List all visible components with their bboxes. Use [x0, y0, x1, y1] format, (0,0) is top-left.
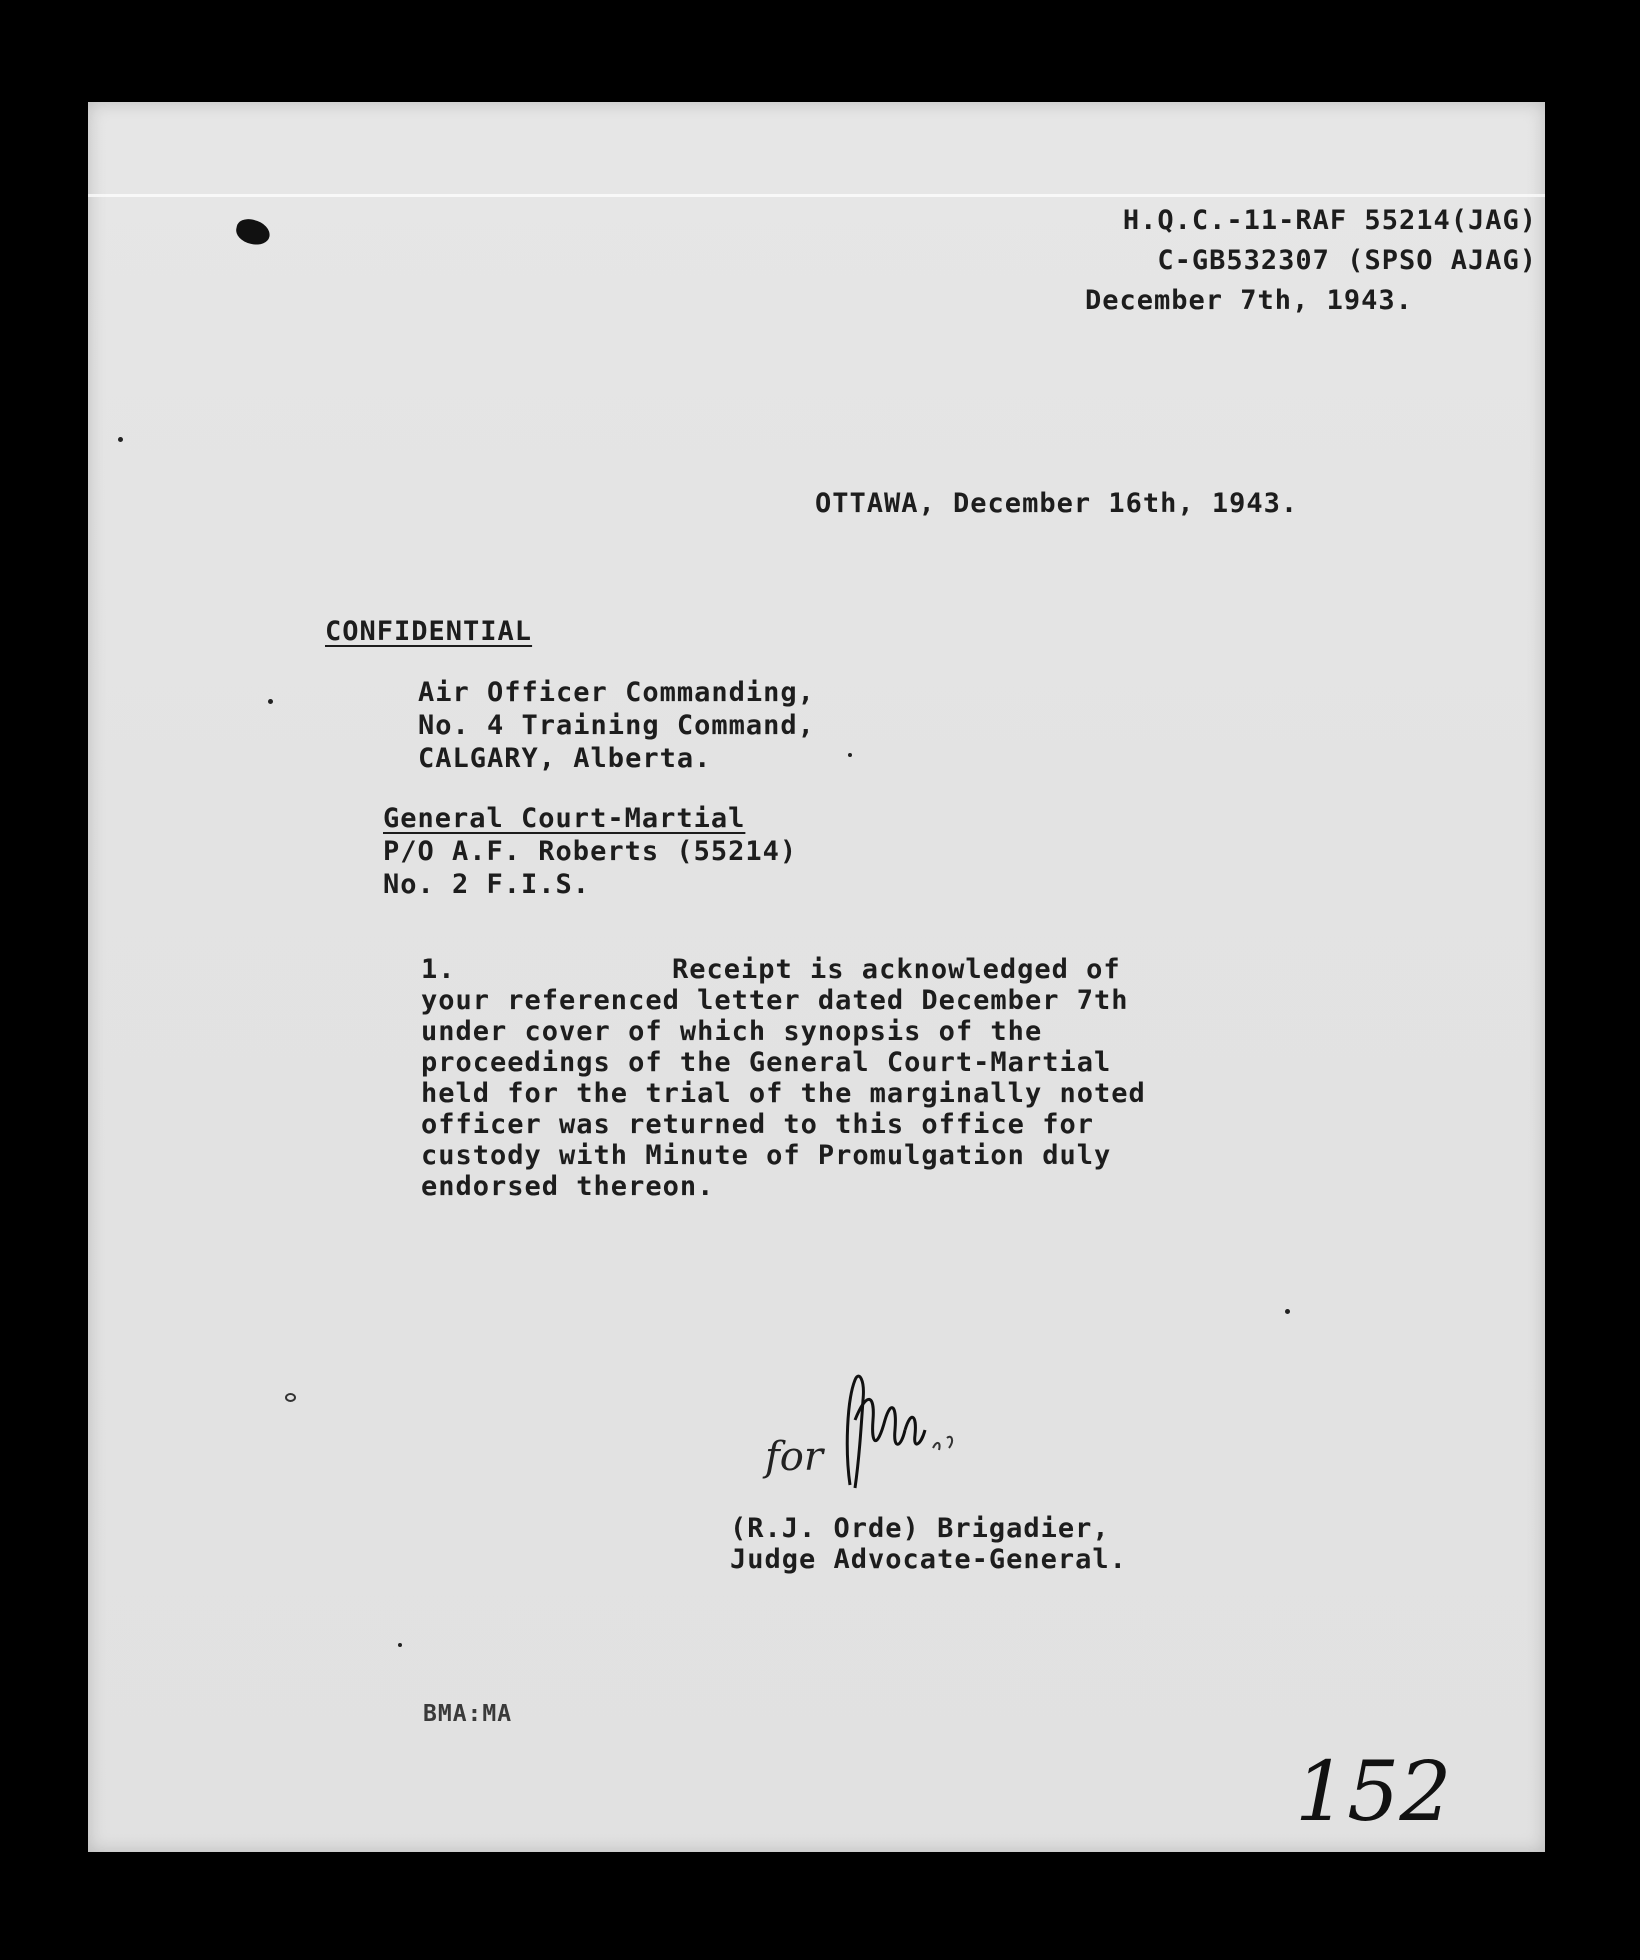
body-line-6: officer was returned to this office for	[421, 1109, 1094, 1140]
body-line-1: Receipt is acknowledged of	[672, 954, 1121, 985]
handwritten-page-number	[1285, 1725, 1475, 1845]
place-date: OTTAWA, December 16th, 1943.	[815, 488, 1299, 519]
reference-line-2: C-GB532307 (SPSO AJAG)	[1157, 245, 1537, 276]
classification-heading: CONFIDENTIAL	[325, 616, 533, 647]
subject-line-2: P/O A.F. Roberts (55214)	[383, 836, 798, 867]
subject-line-1: General Court-Martial	[383, 803, 746, 834]
addressee-line-1: Air Officer Commanding,	[418, 677, 815, 708]
speck	[118, 437, 123, 442]
body-line-8: endorsed thereon.	[421, 1171, 715, 1202]
document-page	[88, 102, 1545, 1852]
ink-blot	[234, 217, 272, 248]
page-number: 152	[1295, 1745, 1452, 1840]
body-line-4: proceedings of the General Court-Martial	[421, 1047, 1112, 1078]
addressee-line-2: No. 4 Training Command,	[418, 710, 815, 741]
signature-title-line: Judge Advocate-General.	[730, 1544, 1127, 1575]
signature-prefix: for	[765, 1434, 824, 1480]
paragraph-number: 1.	[421, 954, 456, 985]
body-line-7: custody with Minute of Promulgation duly	[421, 1140, 1112, 1171]
body-line-5: held for the trial of the marginally noted	[421, 1078, 1146, 1109]
signature-name-line: (R.J. Orde) Brigadier,	[730, 1513, 1110, 1544]
body-line-3: under cover of which synopsis of the	[421, 1016, 1043, 1047]
speck	[398, 1643, 402, 1647]
subject-line-3: No. 2 F.I.S.	[383, 869, 591, 900]
speck	[1285, 1309, 1290, 1314]
typist-initials: BMA:MA	[423, 1701, 513, 1727]
reference-line-1: H.Q.C.-11-RAF 55214(JAG)	[1122, 205, 1537, 236]
speck	[285, 1393, 296, 1402]
speck	[268, 699, 273, 704]
body-line-2: your referenced letter dated December 7th	[421, 985, 1129, 1016]
reference-date: December 7th, 1943.	[1085, 285, 1413, 316]
fold-line	[88, 194, 1545, 197]
handwritten-signature	[755, 1360, 1085, 1510]
addressee-line-3: CALGARY, Alberta.	[418, 743, 712, 774]
speck	[848, 753, 852, 757]
